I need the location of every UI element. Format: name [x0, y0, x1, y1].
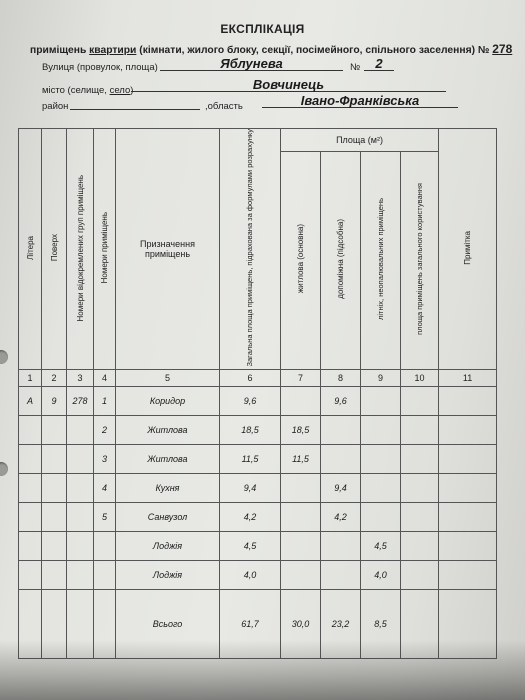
header-group-numbers-text: Номери відокремлених груп приміщень: [75, 174, 85, 321]
district-label: район: [42, 101, 69, 112]
cell-group: [67, 415, 94, 444]
cell-living: 11,5: [281, 444, 321, 473]
cell-litera: [19, 473, 42, 502]
col-index: 4: [94, 369, 116, 386]
cell-group: [67, 444, 94, 473]
city-label-b: село: [109, 85, 131, 96]
cell-floor: [42, 444, 67, 473]
header-living-text: житлова (основна): [296, 224, 305, 294]
cell-room: [94, 531, 116, 560]
cell-group: [67, 560, 94, 589]
cell-litera: А: [19, 386, 42, 415]
subtitle-rest: (кімнати, жилого блоку, секції, посімейного, спільного заселення) №: [139, 45, 490, 56]
table-row: [19, 560, 497, 589]
table-row: [19, 386, 497, 415]
header-floor: [42, 129, 67, 370]
header-summer-text: літніх, неопалювальних приміщень: [375, 198, 385, 321]
header-purpose: Призначення приміщень: [116, 129, 220, 370]
header-room-numbers-text: Номери приміщень: [100, 212, 109, 284]
table-row: [19, 531, 497, 560]
cell-floor: [42, 560, 67, 589]
cell-common: [401, 386, 439, 415]
cell-summer: [361, 415, 401, 444]
header-summer: [361, 151, 401, 369]
col-index: 11: [439, 369, 497, 386]
cell-summer: [361, 386, 401, 415]
cell-purpose: Коридор: [116, 386, 220, 415]
cell-living: [281, 531, 321, 560]
col-index: 2: [42, 369, 67, 386]
header-total-area: [220, 129, 281, 370]
cell-room: 1: [94, 386, 116, 415]
header-common-text: площа приміщень загального користування: [414, 183, 424, 335]
punch-hole: [0, 462, 8, 476]
subtitle-prefix: приміщень: [30, 45, 87, 56]
total-living-sum: 30,0: [281, 589, 321, 658]
table-row: [19, 444, 497, 473]
header-auxiliary-text: допоміжна (підсобна): [336, 219, 345, 299]
header-living: [281, 151, 321, 369]
cell-living: [281, 502, 321, 531]
city-label-c: ): [130, 85, 134, 96]
document-subtitle: [30, 42, 513, 56]
header-note-text: Примітка: [463, 230, 473, 265]
header-litera-text: Літера: [25, 235, 35, 260]
cell-purpose: Житлова: [116, 415, 220, 444]
cell-living: 18,5: [281, 415, 321, 444]
cell-purpose: Кухня: [116, 473, 220, 502]
cell-common: [401, 415, 439, 444]
cell-living: [281, 386, 321, 415]
cell-total: 11,5: [220, 444, 281, 473]
street-label: Вулиця (провулок, площа): [42, 62, 158, 73]
cell-aux: [321, 415, 361, 444]
cell-note: [439, 444, 497, 473]
total-label: Всього: [116, 589, 220, 658]
cell-summer: [361, 444, 401, 473]
cell-total: 4,2: [220, 502, 281, 531]
cell-note: [439, 560, 497, 589]
column-index-row: [19, 369, 497, 386]
total-area-sum: 61,7: [220, 589, 281, 658]
document-title: ЕКСПЛІКАЦІЯ: [220, 22, 305, 36]
total-aux-sum: 23,2: [321, 589, 361, 658]
col-index: 10: [401, 369, 439, 386]
cell-common: [401, 531, 439, 560]
explication-table: [18, 128, 497, 659]
cell-purpose: Лоджія: [116, 560, 220, 589]
table-row: [19, 473, 497, 502]
cell-aux: [321, 444, 361, 473]
cell-summer: 4,0: [361, 560, 401, 589]
col-index: 7: [281, 369, 321, 386]
table-row: [19, 502, 497, 531]
cell-room: 3: [94, 444, 116, 473]
col-index: 6: [220, 369, 281, 386]
cell-purpose: Санвузол: [116, 502, 220, 531]
cell-note: [439, 473, 497, 502]
cell-note: [439, 415, 497, 444]
cell-floor: 9: [42, 386, 67, 415]
cell-litera: [19, 502, 42, 531]
header-total-area-text: Загальна площа приміщень, підрахована за формулами розрахунку: [244, 129, 254, 367]
district-value: [70, 95, 200, 110]
header-note: [439, 129, 497, 370]
cell-note: [439, 531, 497, 560]
header-common: [401, 151, 439, 369]
header-group-numbers: [67, 129, 94, 370]
punch-hole: [0, 350, 8, 364]
cell-total: 18,5: [220, 415, 281, 444]
total-summer-sum: 8,5: [361, 589, 401, 658]
cell-common: [401, 560, 439, 589]
cell-aux: 4,2: [321, 502, 361, 531]
cell-group: 278: [67, 386, 94, 415]
cell-note: [439, 502, 497, 531]
cell-aux: 9,4: [321, 473, 361, 502]
cell-floor: [42, 415, 67, 444]
col-index: 8: [321, 369, 361, 386]
cell-aux: [321, 560, 361, 589]
cell-group: [67, 531, 94, 560]
cell-room: 4: [94, 473, 116, 502]
cell-litera: [19, 415, 42, 444]
cell-total: 4,0: [220, 560, 281, 589]
cell-purpose: Житлова: [116, 444, 220, 473]
city-label-a: місто (селище,: [42, 85, 107, 96]
col-index: 1: [19, 369, 42, 386]
col-index: 9: [361, 369, 401, 386]
cell-litera: [19, 444, 42, 473]
cell-floor: [42, 473, 67, 502]
cell-common: [401, 502, 439, 531]
header-area-group: Площа (м²): [281, 129, 439, 152]
cell-summer: [361, 502, 401, 531]
cell-litera: [19, 560, 42, 589]
region-value: Івано-Франківська: [262, 93, 458, 108]
subtitle-underlined: квартири: [89, 45, 137, 56]
cell-common: [401, 473, 439, 502]
region-label-text: область: [207, 101, 243, 112]
cell-summer: [361, 473, 401, 502]
col-index: 3: [67, 369, 94, 386]
cell-group: [67, 502, 94, 531]
cell-room: [94, 560, 116, 589]
cell-floor: [42, 531, 67, 560]
col-index: 5: [116, 369, 220, 386]
cell-total: 4,5: [220, 531, 281, 560]
cell-note: [439, 386, 497, 415]
street-value: Яблунева: [160, 56, 343, 71]
cell-total: 9,4: [220, 473, 281, 502]
cell-common: [401, 444, 439, 473]
cell-room: 2: [94, 415, 116, 444]
header-floor-text: Поверх: [49, 234, 59, 262]
cell-litera: [19, 531, 42, 560]
table-row: [19, 415, 497, 444]
city-value: Вовчинець: [131, 77, 446, 92]
house-label: №: [350, 62, 361, 73]
cell-aux: 9,6: [321, 386, 361, 415]
cell-living: [281, 560, 321, 589]
cell-purpose: Лоджія: [116, 531, 220, 560]
cell-living: [281, 473, 321, 502]
header-room-numbers: [94, 129, 116, 370]
cell-floor: [42, 502, 67, 531]
region-label: ,область: [205, 101, 243, 112]
cell-group: [67, 473, 94, 502]
cell-aux: [321, 531, 361, 560]
cell-summer: 4,5: [361, 531, 401, 560]
header-litera: [19, 129, 42, 370]
cell-room: 5: [94, 502, 116, 531]
bottom-shadow: [0, 640, 525, 700]
apartment-number: 278: [492, 42, 513, 56]
house-value: 2: [364, 56, 394, 71]
header-auxiliary: [321, 151, 361, 369]
cell-total: 9,6: [220, 386, 281, 415]
